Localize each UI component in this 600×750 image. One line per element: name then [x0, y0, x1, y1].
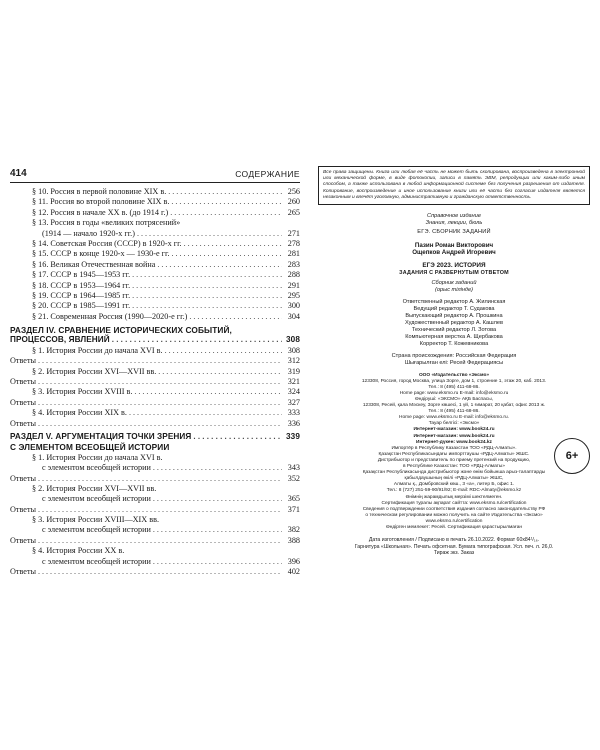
toc-entry-title: с элементом всеобщей истории: [42, 463, 151, 473]
toc-entry[interactable]: [10, 463, 300, 473]
toc-entry-title: § 4. История России XIX в.: [32, 408, 127, 418]
toc-entry-title: (1914 — начало 1920-х гг.): [42, 228, 135, 238]
toc-entry-title: Ответы: [10, 535, 37, 545]
toc-entry[interactable]: [10, 515, 300, 525]
reference-genre-2: Знания, лекции, бюль: [425, 220, 483, 227]
publisher-line: Қазақстан Республикасындағы импорттаушы «РДЦ-Алматы» ЖШС.: [378, 451, 530, 457]
publisher-line: в Республике Казахстан: ТОО «РДЦ-Алматы»: [403, 464, 505, 470]
toc-entry-page: 278: [287, 238, 300, 248]
running-head: [10, 168, 300, 183]
toc-entry-page: 382: [287, 525, 300, 535]
toc-entry-page: 308: [287, 345, 300, 355]
toc-entry-page: 265: [287, 207, 300, 217]
toc-entry-title: § 13. Россия в годы «великих потрясений»: [32, 218, 181, 228]
toc-entry-title: § 4. История России XX в.: [32, 546, 125, 556]
toc-entry-page: 327: [287, 397, 300, 407]
toc-entry-title: Ответы: [10, 418, 37, 428]
toc-entry-title: с элементом всеобщей истории: [42, 494, 151, 504]
toc-entry[interactable]: [10, 546, 300, 556]
staff-line: Корректор Т. Кожевникова: [419, 340, 489, 347]
toc-entry-title: Ответы: [10, 356, 37, 366]
toc-entry-page: 343: [287, 463, 300, 473]
toc-entry-page: 271: [287, 228, 300, 238]
publisher-line: Home page: www.eksmo.ru E-mail: info@eksmo.ru.: [399, 415, 509, 421]
staff-line: Технический редактор Л. Зотова: [411, 326, 497, 333]
section-4-page: 308: [286, 335, 300, 345]
toc-entry-title: § 10. Россия в первой половине XIX в.: [32, 186, 167, 196]
page-number: 414: [10, 168, 27, 179]
dot-leader: [132, 301, 282, 311]
toc-entry-page: 396: [287, 556, 300, 566]
toc-entry[interactable]: [10, 494, 300, 504]
toc-entry-title: Ответы: [10, 397, 37, 407]
toc-entry[interactable]: [10, 229, 300, 239]
publisher-line: 123308, Россия, город Москва, улица Зорге, дом 1, строение 1, этаж 20, каб. 2013.: [361, 378, 547, 384]
publisher-line: Дистрибьютор и представитель по приему претензий на продукцию,: [377, 457, 531, 463]
toc-entry[interactable]: [10, 301, 300, 311]
toc-entry-title: § 2. История России XVI—XVII вв.: [32, 366, 157, 376]
publisher-line: 123308, Ресей, қала Мәскеу, Зорге көшесі, 1 үй, 1 ғимарат, 20 қабат, офис 2013 ж.: [362, 403, 546, 409]
toc-entry-page: 312: [287, 356, 300, 366]
book-info-block: [318, 213, 590, 531]
dot-leader: [165, 346, 282, 356]
imprint-line-3: Тираж экз. Заказ: [433, 550, 475, 557]
running-title: СОДЕРЖАНИЕ: [235, 169, 300, 179]
dot-leader: [189, 312, 282, 322]
book-subtitle: ЗАДАНИЯ С РАЗВЕРНУТЫМ ОТВЕТОМ: [399, 269, 509, 276]
publisher-line: Интернет-магазин: www.book24.ru: [413, 427, 495, 433]
toc-entry[interactable]: [10, 387, 300, 397]
book-title: ЕГЭ 2023. ИСТОРИЯ: [422, 261, 486, 269]
editorial-staff: [318, 299, 590, 348]
publisher-line: Алматы қ., Домбровский көш., 3 «а», литер Б, офис 1.: [393, 482, 515, 488]
imprint-line-2: Гарнитура «Школьная». Печать офсетная. Бумага типографская. Усл. печ. л. 26,0.: [354, 543, 554, 550]
toc-entry-title: § 19. СССР в 1964—1985 гг.: [32, 290, 131, 300]
dot-leader: [153, 526, 282, 536]
toc-entry[interactable]: [10, 346, 300, 356]
dot-leader: [153, 557, 282, 567]
staff-line: Компьютерная верстка А. Щербакова: [405, 333, 503, 340]
dot-leader: [153, 494, 282, 504]
reference-genre-1: Справочное издание: [427, 213, 481, 220]
toc-entry-title: § 12. Россия в начале XX в. (до 1914 г.): [32, 207, 169, 217]
dot-leader: [132, 270, 282, 280]
dot-leader: [38, 419, 282, 429]
toc-entry-page: 300: [287, 301, 300, 311]
toc-entry-page: 304: [287, 311, 300, 321]
imprint-line-1: Дата изготовления / Подписано в печать 26.10.2022. Формат 60x84¹/₁₆.: [368, 537, 540, 544]
toc-list-section-5: [10, 453, 300, 578]
toc-entry-page: 295: [287, 290, 300, 300]
toc-entry-page: 333: [287, 408, 300, 418]
toc-entry-title: § 15. СССР в конце 1920-х — 1930-е гг.: [32, 249, 170, 259]
toc-entry[interactable]: [10, 260, 300, 270]
toc-entry-page: 256: [287, 186, 300, 196]
dot-leader: [172, 249, 282, 259]
series-name: ЕГЭ. СБОРНИК ЗАДАНИЙ: [417, 229, 491, 236]
publisher-line: Тел.: 8 (495) 411-68-86.: [428, 384, 480, 390]
section-4-title-row[interactable]: [10, 335, 300, 345]
dot-leader: [171, 197, 282, 207]
toc-entry-title: § 21. Современная Россия (1990—2020-е гг.): [32, 311, 188, 321]
section-4-heading: [10, 325, 300, 346]
toc-entry-page: 365: [287, 494, 300, 504]
toc-entry-title: с элементом всеобщей истории: [42, 556, 151, 566]
dot-leader: [129, 408, 282, 418]
toc-entry-title: § 1. История России до начала XVI в.: [32, 452, 163, 462]
dot-leader: [153, 463, 282, 473]
toc-entry[interactable]: [10, 536, 300, 546]
dot-leader: [193, 432, 282, 442]
dot-leader: [132, 291, 282, 301]
toc-entry[interactable]: [10, 218, 300, 228]
authors: [318, 242, 590, 257]
publisher-line: Тауар белгісі: «Эксмо»: [428, 421, 480, 427]
toc-entry[interactable]: [10, 474, 300, 484]
author-1: Пазин Роман Викторович: [414, 242, 494, 250]
toc-entry-title: Ответы: [10, 567, 37, 577]
toc-entry-title: § 1. История России до начала XVI в.: [32, 345, 163, 355]
dot-leader: [38, 377, 282, 387]
toc-entry-title: § 18. СССР в 1953—1964 гг.: [32, 280, 131, 290]
section-5-title-line-1: РАЗДЕЛ V. АРГУМЕНТАЦИЯ ТОЧКИ ЗРЕНИЯ: [10, 431, 192, 441]
dot-leader: [38, 567, 282, 577]
toc-entry[interactable]: [10, 567, 300, 577]
toc-entry-page: 319: [287, 366, 300, 376]
dot-leader: [184, 239, 282, 249]
toc-entry-page: 281: [287, 249, 300, 259]
toc-entry-page: 260: [287, 197, 300, 207]
publisher-line: Интернет-магазин: www.book24.ru: [413, 433, 495, 439]
toc-entry-page: 402: [287, 567, 300, 577]
toc-entry-title: § 3. История России XVIII в.: [32, 387, 133, 397]
toc-entry[interactable]: [10, 377, 300, 387]
toc-entry-title: § 14. Советская Россия (СССР) в 1920-х гг.: [32, 238, 182, 248]
section-5-heading: [10, 432, 300, 453]
imprint: [318, 537, 590, 557]
toc-entry-title: § 3. История России XVIII—XIX вв.: [32, 515, 160, 525]
toc-entry[interactable]: [10, 367, 300, 377]
section-4-title-line-2: ПРОЦЕССОВ, ЯВЛЕНИЙ: [10, 335, 110, 345]
toc-entry-page: 291: [287, 280, 300, 290]
dot-leader: [137, 229, 282, 239]
publisher-line: Home page: www.eksmo.ru E-mail: info@eksmo.ru: [399, 390, 509, 396]
toc-entry-page: 321: [287, 377, 300, 387]
toc-entry[interactable]: [10, 408, 300, 418]
section-5-title-row-1[interactable]: [10, 432, 300, 442]
dot-leader: [112, 335, 282, 345]
toc-entry[interactable]: [10, 312, 300, 322]
toc-entry-page: 336: [287, 418, 300, 428]
toc-entry[interactable]: [10, 208, 300, 218]
toc-entry-page: 324: [287, 387, 300, 397]
toc-entry[interactable]: [10, 249, 300, 259]
publisher-line: Сертификация туралы ақпарат сайтта: www.eksmo.ru/certification: [381, 500, 527, 506]
toc-entry-title: § 2. История России XVI—XVII вв.: [32, 483, 157, 493]
toc-entry-title: Ответы: [10, 504, 37, 514]
publisher-line: Сведения о подтверждении соответствия издания согласно законодательству РФ: [362, 506, 546, 512]
publisher-line: Импортёр в Республику Казахстан ТОО «РДЦ-Алматы».: [391, 445, 517, 451]
toc-entry[interactable]: [10, 291, 300, 301]
toc-entry-title: с элементом всеобщей истории: [42, 525, 151, 535]
staff-line: Выпускающий редактор А. Прошкина: [405, 312, 503, 319]
toc-entry-title: § 17. СССР в 1945—1953 гг.: [32, 270, 131, 280]
staff-line: Ведущий редактор Т. Судакова: [413, 305, 495, 312]
publisher-line: ООО «Издательство «Эксмо»: [418, 372, 490, 378]
toc-entry-title: Ответы: [10, 473, 37, 483]
dot-leader: [38, 536, 282, 546]
toc-entry-page: 288: [287, 270, 300, 280]
toc-entry[interactable]: [10, 356, 300, 366]
toc-entry[interactable]: [10, 197, 300, 207]
toc-entry-title: § 16. Великая Отечественная война: [32, 259, 156, 269]
toc-entry[interactable]: [10, 484, 300, 494]
publisher-info: [318, 373, 590, 531]
dot-leader: [38, 356, 282, 366]
staff-line: Ответственный редактор А. Жилинская: [402, 298, 506, 305]
book-genre-2: (орыс тілінде): [435, 286, 473, 293]
toc-list-section-4: [10, 346, 300, 429]
staff-line: Художественный редактор А. Кашлев: [405, 319, 503, 326]
dot-leader: [168, 187, 282, 197]
dot-leader: [170, 208, 282, 218]
section-5-line-1-page: 339: [286, 431, 300, 441]
age-rating-badge: 6+: [554, 438, 590, 474]
publisher-line: Қазақстан Республикасында дистрибьютор және өнім бойынша арыз-талаптарды: [362, 470, 546, 476]
toc-entry-title: Ответы: [10, 377, 37, 387]
toc-entry[interactable]: [10, 419, 300, 429]
toc-entry[interactable]: [10, 398, 300, 408]
toc-entry[interactable]: [10, 187, 300, 197]
toc-entry-page: 388: [287, 535, 300, 545]
toc-entry-page: 283: [287, 259, 300, 269]
publisher-line: о техническом регулировании можно получить на сайте Издательства «Эксмо»: [365, 512, 543, 518]
book-genre-1: Сборник заданий: [431, 279, 477, 286]
toc-entry-title: § 20. СССР в 1985—1991 гг.: [32, 301, 131, 311]
toc-entry-page: 371: [287, 504, 300, 514]
toc-entry-page: 352: [287, 473, 300, 483]
dot-leader: [38, 474, 282, 484]
publisher-line: Өнімнің жарамдылық мерзімі шектелмеген.: [405, 494, 503, 500]
table-of-contents: [10, 187, 300, 577]
toc-entry[interactable]: [10, 281, 300, 291]
publisher-line: www.eksmo.ru/certification: [425, 518, 483, 524]
publisher-line: Интернет-дүкен: www.book24.kz: [416, 439, 492, 445]
publisher-line: Өндірген мемлекет: Ресей. Сертификация қарастырылмаған: [385, 524, 523, 530]
publisher-line: Тел.: 8 (727) 251-59-90/91/92; E-mail: RDC-Almaty@eksmo.kz: [386, 488, 522, 494]
publisher-line: қабылдаушының өкілі «РДЦ-Алматы» ЖШС,: [404, 476, 504, 482]
toc-entry[interactable]: [10, 239, 300, 249]
section-4-title-line-1: РАЗДЕЛ IV. СРАВНЕНИЕ ИСТОРИЧЕСКИХ СОБЫТИЙ,: [10, 325, 232, 336]
dot-leader: [158, 367, 282, 377]
dot-leader: [38, 505, 282, 515]
publisher-line: Тел.: 8 (495) 411-68-86.: [428, 409, 480, 415]
dot-leader: [38, 398, 282, 408]
publisher-line: Өндіруші: «ЭКСМО» АҚБ Баспасы,: [415, 397, 493, 402]
origin-2: Шығарылған елі: Ресей Федерациясы: [404, 359, 504, 366]
toc-entry[interactable]: [10, 270, 300, 280]
toc-list-top: [10, 187, 300, 322]
copyright-notice: Все права защищены. Книга или любая её часть не может быть скопирована, воспроизведена в электронной или механической форме, в виде фотокопии, записи в память ЭВМ, репродукции или каким-либо иным способом, а также использована в любой информационной системе без получения разрешения от издателя. Копирование, воспроизведение и иное использование книги или её части без согласия издателя является незаконным и влечёт уголовную, административную и гражданскую ответственность.: [318, 166, 590, 205]
dot-leader: [134, 387, 282, 397]
toc-entry[interactable]: [10, 505, 300, 515]
dot-leader: [157, 260, 282, 270]
origin-1: Страна происхождения: Российская Федерация: [391, 352, 517, 359]
toc-entry-title: § 11. Россия во второй половине XIX в.: [32, 197, 170, 207]
section-5-title-line-2: С ЭЛЕМЕНТОМ ВСЕОБЩЕЙ ИСТОРИИ: [10, 442, 170, 453]
right-page: [318, 166, 590, 557]
toc-entry[interactable]: [10, 526, 300, 536]
toc-entry[interactable]: [10, 557, 300, 567]
author-2: Ощепков Андрей Игоревич: [412, 249, 496, 257]
toc-entry[interactable]: [10, 453, 300, 463]
left-page: [10, 168, 300, 577]
dot-leader: [132, 281, 282, 291]
